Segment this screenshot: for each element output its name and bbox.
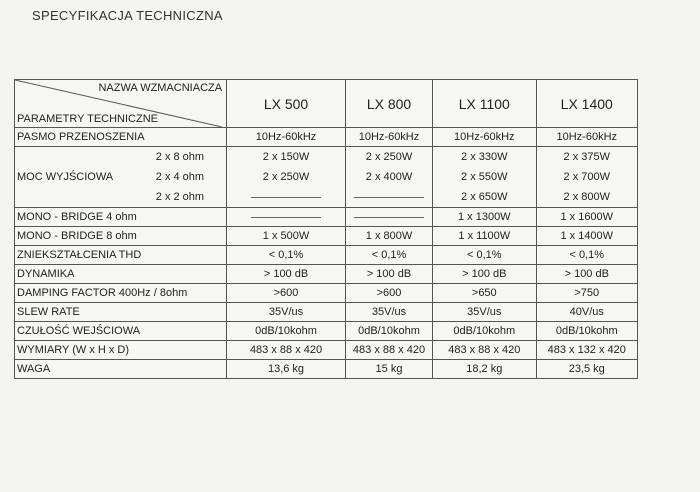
value-cell: > 100 dB <box>345 265 432 284</box>
value-cell: >750 <box>536 284 637 303</box>
model-lx1100: LX 1100 <box>433 80 536 128</box>
model-lx500: LX 500 <box>227 80 346 128</box>
row-czulosc <box>15 322 638 341</box>
value-cell: 1 x 800W <box>345 227 432 246</box>
param-label: MONO - BRIDGE 8 ohm <box>15 227 227 246</box>
row-waga <box>15 360 638 379</box>
value-cell: 1 x 500W <box>227 227 346 246</box>
value-cell: < 0,1% <box>345 246 432 265</box>
page-title: SPECYFIKACJA TECHNICZNA <box>32 8 223 23</box>
value-cell: 10Hz-60kHz <box>536 128 637 147</box>
parameters-label: PARAMETRY TECHNICZNE <box>17 113 158 125</box>
value-cell: > 100 dB <box>227 265 346 284</box>
param-label: WYMIARY (W x H x D) <box>15 341 227 360</box>
value-cell: 18,2 kg <box>433 360 536 379</box>
value-cell: 2 x 650W <box>461 191 508 203</box>
param-label: PASMO PRZENOSZENIA <box>15 128 227 147</box>
value-cell: < 0,1% <box>227 246 346 265</box>
row-damping <box>15 284 638 303</box>
value-cell: 0dB/10kohm <box>345 322 432 341</box>
row-dynamika <box>15 265 638 284</box>
row-moc <box>15 147 638 208</box>
header-diagonal-cell <box>15 80 227 128</box>
value-cell: < 0,1% <box>536 246 637 265</box>
sub-label: 2 x 4 ohm <box>155 171 205 183</box>
value-cell: 483 x 88 x 420 <box>433 341 536 360</box>
value-cell: 13,6 kg <box>227 360 346 379</box>
amplifier-name-label: NAZWA WZMACNIACZA <box>98 82 223 94</box>
value-cell: >650 <box>433 284 536 303</box>
empty-dash <box>227 187 345 207</box>
value-cell: >600 <box>227 284 346 303</box>
value-cell: 1 x 1400W <box>536 227 637 246</box>
value-cell: 23,5 kg <box>536 360 637 379</box>
value-cell: 0dB/10kohm <box>227 322 346 341</box>
moc-cell <box>15 147 227 208</box>
value-cell: 40V/us <box>536 303 637 322</box>
empty-dash <box>346 187 432 207</box>
value-cell: 2 x 700W <box>563 171 610 183</box>
empty-dash <box>227 208 346 227</box>
value-cell: 2 x 550W <box>461 171 508 183</box>
row-slew <box>15 303 638 322</box>
value-cell: > 100 dB <box>536 265 637 284</box>
value-cell: 2 x 150W <box>262 151 310 163</box>
value-cell: 15 kg <box>345 360 432 379</box>
value-cell: 2 x 330W <box>461 151 508 163</box>
value-cell: >600 <box>345 284 432 303</box>
param-label: DAMPING FACTOR 400Hz / 8ohm <box>15 284 227 303</box>
moc-values-lx1400 <box>536 147 637 208</box>
param-label: DYNAMIKA <box>15 265 227 284</box>
sub-label: 2 x 2 ohm <box>155 191 205 203</box>
value-cell: 0dB/10kohm <box>536 322 637 341</box>
empty-dash <box>345 208 432 227</box>
param-label: ZNIEKSZTAŁCENIA THD <box>15 246 227 265</box>
value-cell: 1 x 1600W <box>536 208 637 227</box>
value-cell: 483 x 132 x 420 <box>536 341 637 360</box>
header-row <box>15 80 638 128</box>
value-cell: 2 x 250W <box>262 171 310 183</box>
value-cell: 2 x 400W <box>365 171 413 183</box>
value-cell: 35V/us <box>227 303 346 322</box>
value-cell: 1 x 1300W <box>433 208 536 227</box>
row-bridge8 <box>15 227 638 246</box>
value-cell: 483 x 88 x 420 <box>227 341 346 360</box>
value-cell: 483 x 88 x 420 <box>345 341 432 360</box>
param-label: CZUŁOŚĆ WEJŚCIOWA <box>15 322 227 341</box>
param-label: WAGA <box>15 360 227 379</box>
spec-table <box>14 79 638 379</box>
param-label: SLEW RATE <box>15 303 227 322</box>
value-cell: < 0,1% <box>433 246 536 265</box>
value-cell: 35V/us <box>433 303 536 322</box>
row-thd <box>15 246 638 265</box>
value-cell: 2 x 800W <box>563 191 610 203</box>
model-lx800: LX 800 <box>345 80 432 128</box>
model-lx1400: LX 1400 <box>536 80 637 128</box>
value-cell: > 100 dB <box>433 265 536 284</box>
value-cell: 35V/us <box>345 303 432 322</box>
value-cell: 10Hz-60kHz <box>433 128 536 147</box>
row-wymiary <box>15 341 638 360</box>
value-cell: 1 x 1100W <box>433 227 536 246</box>
moc-values-lx800 <box>345 147 432 208</box>
value-cell: 0dB/10kohm <box>433 322 536 341</box>
value-cell: 2 x 250W <box>365 151 413 163</box>
param-label: MOC WYJŚCIOWA <box>17 171 114 183</box>
row-bridge4 <box>15 208 638 227</box>
value-cell: 2 x 375W <box>563 151 610 163</box>
moc-values-lx1100 <box>433 147 536 208</box>
row-pasmo <box>15 128 638 147</box>
moc-subs <box>117 147 226 207</box>
param-label: MONO - BRIDGE 4 ohm <box>15 208 227 227</box>
sub-label: 2 x 8 ohm <box>155 151 205 163</box>
moc-values-lx500 <box>227 147 346 208</box>
value-cell: 10Hz-60kHz <box>227 128 346 147</box>
value-cell: 10Hz-60kHz <box>345 128 432 147</box>
